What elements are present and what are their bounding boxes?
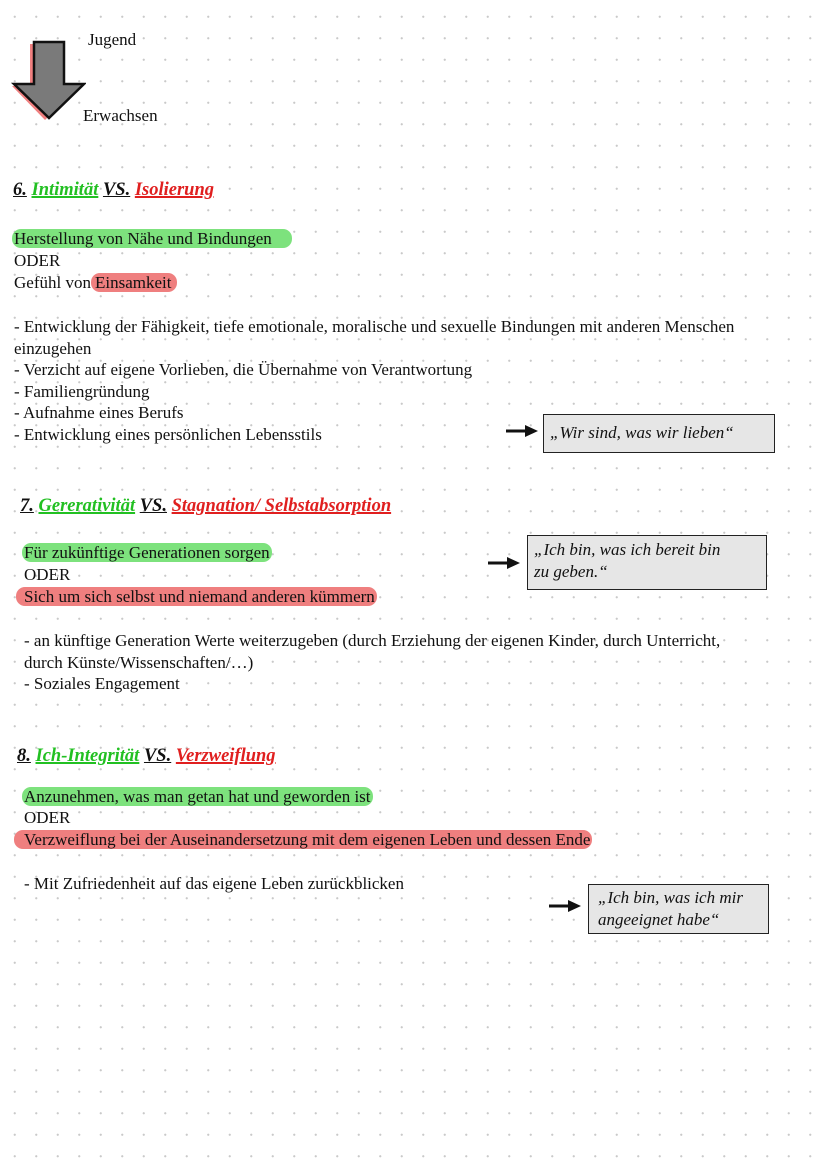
- stage8-negative-term: Verzweiflung: [175, 746, 276, 766]
- stage8-oder: ODER: [24, 808, 71, 827]
- stage7-vs: VS.: [139, 496, 167, 516]
- stage6-negative: [14, 272, 177, 293]
- stage8-bullet: - Mit Zufriedenheit auf das eigene Leben zurückblicken: [24, 874, 404, 893]
- stage8-negative-text: Verzweiflung bei der Auseinandersetzung mit dem eigenen Leben und dessen Ende: [14, 830, 592, 849]
- stage6-negative-highlight: Einsamkeit: [91, 273, 177, 292]
- right-arrow-icon: [505, 423, 539, 439]
- stage8-number: 8.: [17, 746, 31, 766]
- stage6-positive: [12, 228, 292, 249]
- stage8-positive-term: Ich-Integrität: [35, 746, 140, 766]
- stage8-quote-line2: angeeignet habe“: [598, 910, 720, 929]
- stage6-quote: „Wir sind, was wir lieben“: [550, 423, 734, 442]
- stage6-negative-prefix: Gefühl von: [14, 273, 91, 292]
- stage7-positive-text: Für zukünftige Generationen sorgen: [24, 543, 270, 562]
- stage7-bullet: durch Künste/Wissenschaften/…): [24, 653, 254, 672]
- stage8-quote-line1: „Ich bin, was ich mir: [598, 888, 743, 907]
- down-arrow-icon: [10, 40, 86, 124]
- label-jugend: Jugend: [88, 30, 137, 49]
- stage7-bullet: - Soziales Engagement: [24, 674, 180, 693]
- stage6-bullet: - Familiengründung: [14, 382, 150, 401]
- stage7-negative: [16, 586, 377, 607]
- stage7-number: 7.: [20, 496, 34, 516]
- stage6-negative-term: Isolierung: [134, 180, 215, 200]
- stage8-heading: [17, 746, 276, 767]
- stage6-bullet: - Entwicklung der Fähigkeit, tiefe emotionale, moralische und sexuelle Bindungen mit anderen Menschen: [14, 317, 735, 336]
- stage7-positive-term: Gererativität: [38, 496, 136, 516]
- right-arrow-icon: [487, 555, 521, 571]
- stage8-positive-text: Anzunehmen, was man getan hat und geworden ist: [24, 787, 371, 806]
- stage6-bullet: - Aufnahme eines Berufs: [14, 403, 184, 422]
- stage8-positive: [22, 786, 373, 807]
- stage6-number: 6.: [13, 180, 27, 200]
- stage7-negative-text: Sich um sich selbst und niemand anderen kümmern: [16, 587, 377, 606]
- stage7-quote-box: [527, 535, 767, 590]
- stage6-oder: ODER: [14, 251, 61, 270]
- stage7-heading: [20, 496, 391, 517]
- stage6-positive-text: Herstellung von Nähe und Bindungen: [12, 229, 292, 248]
- stage7-positive: [22, 542, 272, 563]
- stage6-bullet: - Verzicht auf eigene Vorlieben, die Übernahme von Verantwortung: [14, 360, 473, 379]
- right-arrow-icon: [548, 898, 582, 914]
- stage7-oder: ODER: [24, 565, 71, 584]
- stage8-quote-box: [588, 884, 769, 934]
- label-erwachsen: Erwachsen: [83, 106, 158, 125]
- stage6-quote-box: [543, 414, 775, 453]
- stage7-quote-line2: zu geben.“: [534, 562, 608, 581]
- stage6-vs: VS.: [102, 180, 131, 200]
- stage6-heading: [13, 180, 214, 201]
- stage7-bullet: - an künftige Generation Werte weiterzugeben (durch Erziehung der eigenen Kinder, durch Unterricht,: [24, 631, 721, 650]
- stage6-bullet: - Entwicklung eines persönlichen Lebensstils: [14, 425, 322, 444]
- stage7-quote-line1: „Ich bin, was ich bereit bin: [534, 540, 721, 559]
- stage7-negative-term: Stagnation/ Selbstabsorption: [171, 496, 392, 516]
- stage6-bullet: einzugehen: [14, 339, 92, 358]
- stage6-positive-term: Intimität: [31, 180, 99, 200]
- stage8-negative: [14, 829, 592, 850]
- stage8-vs: VS.: [143, 746, 172, 766]
